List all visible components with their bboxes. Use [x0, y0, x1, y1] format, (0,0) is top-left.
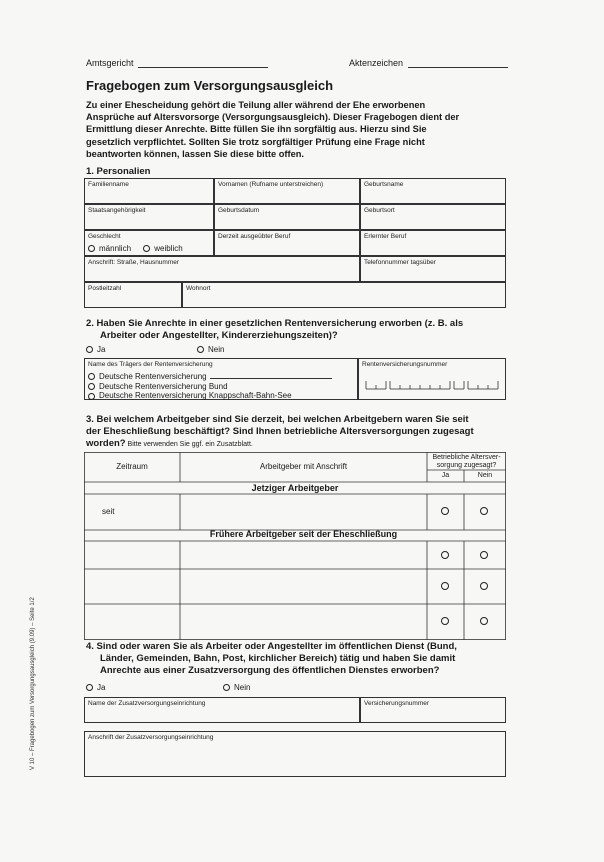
radio-former2-ja[interactable]	[441, 582, 449, 590]
section3-title-line: 3. Bei welchem Arbeitgeber sind Sie derzeit, bei welchen Arbeitgebern waren Sie seit	[86, 414, 469, 425]
intro-line: beantworten können, lassen Sie diese bitte offen.	[86, 148, 305, 159]
rv-number-boxes	[365, 379, 499, 391]
field-label: Name der Zusatzversorgungseinrichtung	[88, 700, 206, 707]
section3-title-line: worden?	[86, 438, 126, 449]
geschlecht-field	[84, 230, 214, 256]
geburtsdatum-field[interactable]	[214, 204, 360, 230]
intro-line: Ermittlung dieser Anrechte. Bitte füllen Sie ihn sorgfältig aus. Hierzu sind Sie	[86, 124, 427, 135]
field-label: Staatsangehörigkeit	[88, 207, 146, 214]
field-label: Erlernter Beruf	[364, 233, 407, 240]
nein-label: Nein	[208, 345, 225, 354]
section2-answer	[86, 345, 224, 355]
field-label: Geburtsname	[364, 181, 404, 188]
radio-former1-nein[interactable]	[480, 551, 488, 559]
rv-nummer-field[interactable]	[358, 358, 506, 400]
former-arbeitgeber-field-3[interactable]	[180, 604, 427, 640]
col-ja: Ja	[441, 472, 450, 479]
current-arbeitgeber-field[interactable]	[180, 494, 427, 530]
radio-rv-2[interactable]	[88, 383, 95, 390]
anschrift-field[interactable]	[84, 256, 360, 282]
field-label: Wohnort	[186, 285, 211, 292]
field-label: Geschlecht	[88, 233, 121, 240]
radio-s4-ja[interactable]	[86, 684, 93, 691]
employer-table	[84, 452, 506, 640]
fruehere-arbeitgeber-heading: Frühere Arbeitgeber seit der Eheschließung	[209, 529, 398, 539]
zusatzversorgung-anschrift-field[interactable]	[84, 731, 506, 777]
familienname-field[interactable]	[84, 178, 214, 204]
section4-title-line: Länder, Gemeinden, Bahn, Post, kirchlicher Bereich) tätig und haben Sie damit	[100, 653, 456, 664]
intro-line: Ansprüche auf Altersvorsorge (Versorgungsausgleich). Dieser Fragebogen dient der	[86, 112, 460, 123]
section3-note: Bitte verwenden Sie ggf. ein Zusatzblatt.	[125, 441, 253, 448]
radio-former1-ja[interactable]	[441, 551, 449, 559]
rv-option-label: Deutsche Rentenversicherung	[99, 372, 207, 381]
rv-option-label: Deutsche Rentenversicherung Bund	[99, 381, 228, 391]
former-arbeitgeber-field-1[interactable]	[180, 541, 427, 569]
section3-title	[86, 414, 474, 450]
field-label: Vornamen (Rufname unterstreichen)	[218, 181, 324, 188]
section1-title: 1. Personalien	[86, 166, 151, 177]
field-label: Name des Trägers der Rentenversicherung	[88, 361, 213, 368]
intro-line: gesetzlich verpflichtet. Sollten Sie trotz sorgfältiger Prüfung eine Frage nicht	[86, 136, 425, 147]
col-arbeitgeber: Arbeitgeber mit Anschrift	[259, 462, 348, 471]
geburtsort-field[interactable]	[360, 204, 506, 230]
intro-text	[86, 99, 506, 160]
radio-s4-nein[interactable]	[223, 684, 230, 691]
zusatzversorgung-name-field[interactable]	[84, 697, 360, 723]
amtsgericht-field[interactable]	[138, 58, 268, 68]
field-label: Geburtsort	[364, 207, 395, 214]
nein-label: Nein	[234, 683, 251, 692]
field-label: Versicherungsnummer	[364, 700, 430, 707]
section4-title-line: 4. Sind oder waren Sie als Arbeiter oder Angestellter im öffentlichen Dienst (Bund,	[86, 641, 457, 652]
radio-former3-nein[interactable]	[480, 617, 488, 625]
vornamen-field[interactable]	[214, 178, 360, 204]
postleitzahl-field[interactable]	[84, 282, 182, 308]
current-zeitraum-field[interactable]	[84, 494, 180, 530]
beruf-erlernt-field[interactable]	[360, 230, 506, 256]
maennlich-label: männlich	[99, 244, 132, 253]
radio-weiblich[interactable]	[143, 245, 150, 252]
wohnort-field[interactable]	[182, 282, 506, 308]
radio-former2-nein[interactable]	[480, 582, 488, 590]
versicherungsnummer-field[interactable]	[360, 697, 506, 723]
radio-s2-nein[interactable]	[197, 346, 204, 353]
col-nein: Nein	[477, 472, 493, 479]
field-label: Rentenversicherungsnummer	[362, 361, 448, 368]
field-label: Familienname	[88, 181, 129, 188]
field-label: Geburtsdatum	[218, 207, 260, 214]
seit-label: seit	[102, 507, 115, 516]
ja-label: Ja	[97, 345, 106, 354]
rv-traeger-field	[84, 358, 358, 400]
ja-label: Ja	[97, 683, 106, 692]
weiblich-label: weiblich	[154, 244, 183, 253]
rv-option-label: Deutsche Rentenversicherung Knappschaft-Bahn-See	[99, 391, 292, 401]
jetziger-arbeitgeber-heading: Jetziger Arbeitgeber	[251, 483, 339, 493]
page-title: Fragebogen zum Versorgungsausgleich	[86, 78, 334, 93]
field-label: Anschrift der Zusatzversorgungseinrichtung	[88, 734, 214, 741]
col-zeitraum: Zeitraum	[116, 462, 148, 471]
field-label: Postleitzahl	[88, 285, 122, 292]
section2-title	[86, 318, 463, 342]
radio-former3-ja[interactable]	[441, 617, 449, 625]
radio-rv-1[interactable]	[88, 373, 95, 380]
former-arbeitgeber-field-2[interactable]	[180, 569, 427, 604]
section4-title	[86, 641, 457, 677]
section3-title-line: der Eheschließung beschäftigt? Sind Ihnen betriebliche Altersversorgungen zugesagt	[86, 426, 474, 437]
field-label: Telefonnummer tagsüber	[364, 259, 436, 266]
side-note: V 10 – Fragebogen zum Versorgungsausgleich (9.09) – Seite 1/2	[30, 597, 36, 770]
intro-line: Zu einer Ehescheidung gehört die Teilung aller während der Ehe erworbenen	[86, 100, 426, 110]
field-label: Derzeit ausgeübter Beruf	[218, 233, 291, 240]
beruf-derzeit-field[interactable]	[214, 230, 360, 256]
radio-current-nein[interactable]	[480, 507, 488, 515]
col-betrieblich	[427, 454, 506, 470]
section4-answer	[86, 683, 250, 693]
rv-option-line[interactable]	[210, 378, 332, 379]
field-label: Anschrift: Straße, Hausnummer	[88, 259, 180, 266]
col-betrieblich-line: Betriebliche Altersver-	[432, 454, 501, 461]
section2-title-line: Arbeiter oder Angestellter, Kindererziehungszeiten)?	[100, 330, 338, 341]
aktenzeichen-label: Aktenzeichen	[349, 58, 404, 68]
section4-title-line: Anrechte aus einer Zusatzversorgung des öffentlichen Dienstes erworben?	[100, 665, 440, 676]
radio-rv-3[interactable]	[88, 393, 95, 400]
radio-maennlich[interactable]	[88, 245, 95, 252]
section2-title-line: 2. Haben Sie Anrechte in einer gesetzlichen Rentenversicherung erworben (z. B. als	[86, 318, 464, 329]
telefon-field[interactable]	[360, 256, 506, 282]
staatsangehoerigkeit-field[interactable]	[84, 204, 214, 230]
geburtsname-field[interactable]	[360, 178, 506, 204]
col-betrieblich-line: sorgung zugesagt?	[436, 462, 497, 469]
amtsgericht-label: Amtsgericht	[86, 58, 134, 68]
radio-current-ja[interactable]	[441, 507, 449, 515]
aktenzeichen-field[interactable]	[408, 58, 508, 68]
radio-s2-ja[interactable]	[86, 346, 93, 353]
